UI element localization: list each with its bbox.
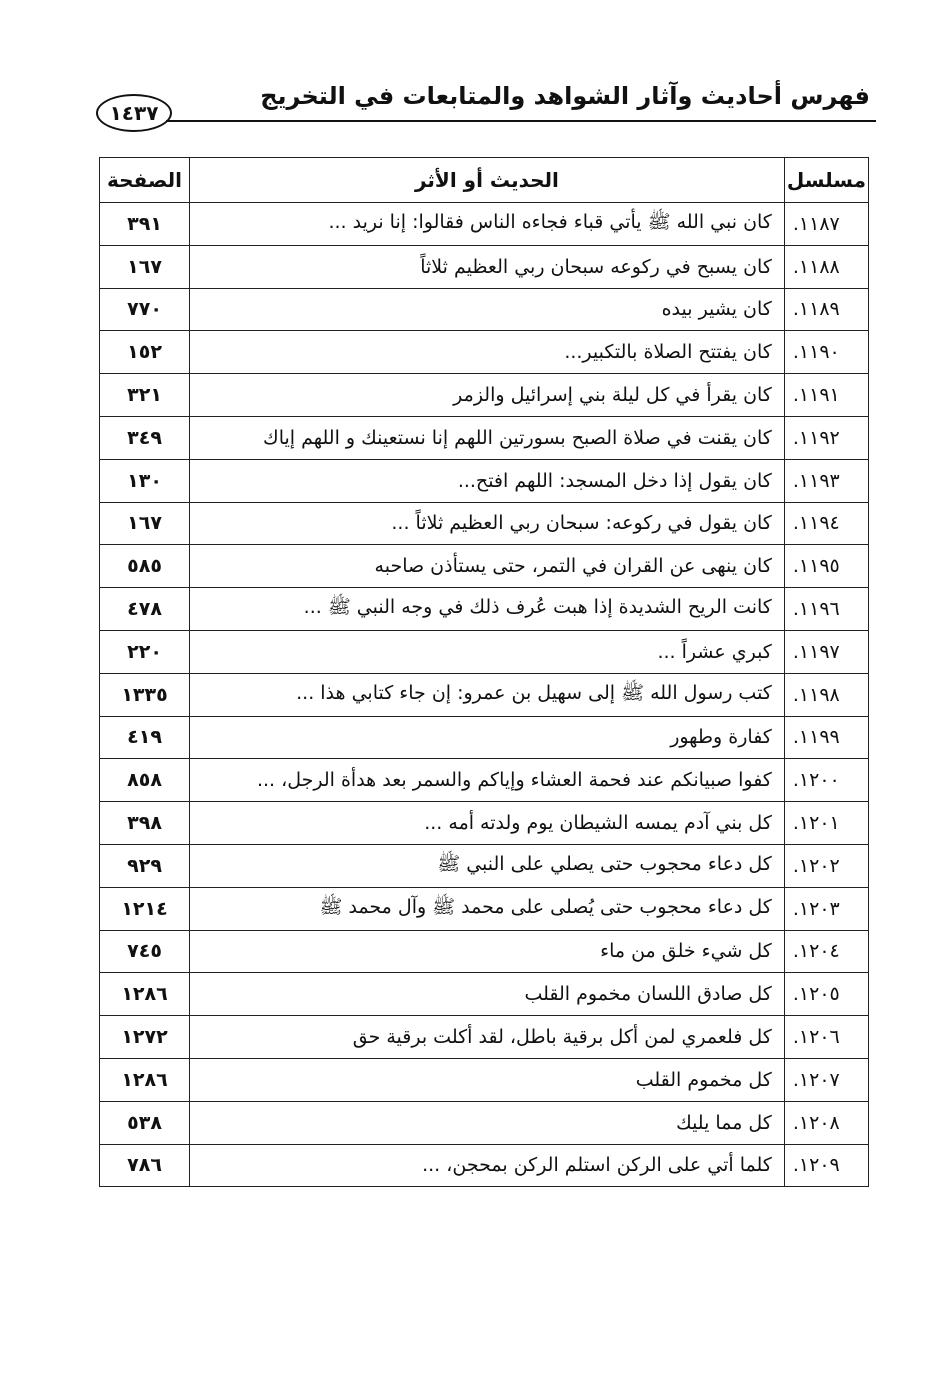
row-text: كل فلعمري لمن أكل برقية باطل، لقد أكلت برقية حق — [190, 1016, 785, 1059]
row-serial: ١١٩٩. — [784, 716, 868, 759]
table-row — [100, 673, 869, 716]
row-serial: ١٢٠١. — [784, 802, 868, 845]
row-text: كان يسبح في ركوعه سبحان ربي العظيم ثلاثاً — [190, 245, 785, 288]
table-row — [100, 502, 869, 545]
row-text: كبري عشراً ... — [190, 630, 785, 673]
row-page: ٣٤٩ — [100, 416, 190, 459]
header-title: فهرس أحاديث وآثار الشواهد والمتابعات في التخريج — [260, 82, 870, 110]
row-serial: ١١٩٢. — [784, 416, 868, 459]
row-text: كانت الريح الشديدة إذا هبت عُرف ذلك في وجه النبي ﷺ ... — [190, 588, 785, 631]
row-page: ٧٨٦ — [100, 1144, 190, 1187]
row-text: كان يقول في ركوعه: سبحان ربي العظيم ثلاثاً ... — [190, 502, 785, 545]
row-page: ١٢٧٢ — [100, 1016, 190, 1059]
row-serial: ١١٩٥. — [784, 545, 868, 588]
row-serial: ١٢٠٨. — [784, 1101, 868, 1144]
table-row — [100, 288, 869, 331]
row-text: كلما أتي على الركن استلم الركن بمحجن، ... — [190, 1144, 785, 1187]
table-row — [100, 203, 869, 246]
row-page: ٥٨٥ — [100, 545, 190, 588]
row-text: كل صادق اللسان مخموم القلب — [190, 973, 785, 1016]
row-text: كفوا صبيانكم عند فحمة العشاء وإياكم والسمر بعد هدأة الرجل، ... — [190, 759, 785, 802]
table-row — [100, 716, 869, 759]
row-serial: ١١٨٨. — [784, 245, 868, 288]
row-page: ٧٤٥ — [100, 930, 190, 973]
row-text: كان يفتتح الصلاة بالتكبير... — [190, 331, 785, 374]
index-table — [99, 157, 869, 1187]
row-text: كان يقول إذا دخل المسجد: اللهم افتح... — [190, 459, 785, 502]
row-serial: ١٢٠٧. — [784, 1058, 868, 1101]
row-page: ٤٧٨ — [100, 588, 190, 631]
row-text: كفارة وطهور — [190, 716, 785, 759]
table-body — [100, 203, 869, 1187]
row-page: ١٢٨٦ — [100, 1058, 190, 1101]
table-header-row — [100, 158, 869, 203]
row-serial: ١٢٠٣. — [784, 887, 868, 930]
row-text: كتب رسول الله ﷺ إلى سهيل بن عمرو: إن جاء كتابي هذا ... — [190, 673, 785, 716]
row-serial: ١١٩٣. — [784, 459, 868, 502]
table-row — [100, 887, 869, 930]
table-row — [100, 802, 869, 845]
row-page: ١٣٣٥ — [100, 673, 190, 716]
row-serial: ١١٩٠. — [784, 331, 868, 374]
table-row — [100, 1101, 869, 1144]
row-text: كل شيء خلق من ماء — [190, 930, 785, 973]
header-rule — [166, 120, 876, 122]
table-row — [100, 374, 869, 417]
page-header — [96, 80, 876, 130]
row-text: كل مخموم القلب — [190, 1058, 785, 1101]
column-header-text: الحديث أو الأثر — [190, 158, 785, 203]
table-row — [100, 759, 869, 802]
row-text: كان نبي الله ﷺ يأتي قباء فجاءه الناس فقالوا: إنا نريد ... — [190, 203, 785, 246]
row-text: كان يشير بيده — [190, 288, 785, 331]
page-number-oval — [96, 94, 172, 132]
row-text: كان يقرأ في كل ليلة بني إسرائيل والزمر — [190, 374, 785, 417]
table-row — [100, 1058, 869, 1101]
row-serial: ١٢٠٥. — [784, 973, 868, 1016]
row-page: ٩٢٩ — [100, 844, 190, 887]
row-serial: ١١٩٤. — [784, 502, 868, 545]
row-text: كل بني آدم يمسه الشيطان يوم ولدته أمه ... — [190, 802, 785, 845]
row-serial: ١١٩١. — [784, 374, 868, 417]
table-row — [100, 416, 869, 459]
row-page: ٤١٩ — [100, 716, 190, 759]
table-row — [100, 459, 869, 502]
row-text: كان يقنت في صلاة الصبح بسورتين اللهم إنا نستعينك و اللهم إياك — [190, 416, 785, 459]
table-row — [100, 930, 869, 973]
row-serial: ١١٨٩. — [784, 288, 868, 331]
row-page: ١٢٨٦ — [100, 973, 190, 1016]
row-text: كل مما يليك — [190, 1101, 785, 1144]
row-page: ٧٧٠ — [100, 288, 190, 331]
column-header-serial: مسلسل — [784, 158, 868, 203]
row-page: ٢٢٠ — [100, 630, 190, 673]
table-row — [100, 630, 869, 673]
row-serial: ١٢٠٠. — [784, 759, 868, 802]
table-row — [100, 1144, 869, 1187]
row-serial: ١١٨٧. — [784, 203, 868, 246]
row-serial: ١٢٠٤. — [784, 930, 868, 973]
table-row — [100, 331, 869, 374]
row-page: ٥٣٨ — [100, 1101, 190, 1144]
row-serial: ١١٩٨. — [784, 673, 868, 716]
row-serial: ١٢٠٦. — [784, 1016, 868, 1059]
row-text: كان ينهى عن القران في التمر، حتى يستأذن صاحبه — [190, 545, 785, 588]
table-row — [100, 973, 869, 1016]
row-page: ٣٢١ — [100, 374, 190, 417]
row-serial: ١٢٠٢. — [784, 844, 868, 887]
row-text: كل دعاء محجوب حتى يُصلى على محمد ﷺ وآل محمد ﷺ — [190, 887, 785, 930]
row-page: ١٣٠ — [100, 459, 190, 502]
row-serial: ١١٩٧. — [784, 630, 868, 673]
row-page: ٣٩١ — [100, 203, 190, 246]
row-page: ٣٩٨ — [100, 802, 190, 845]
row-serial: ١١٩٦. — [784, 588, 868, 631]
table-row — [100, 545, 869, 588]
row-page: ١٦٧ — [100, 245, 190, 288]
column-header-page: الصفحة — [100, 158, 190, 203]
table-row — [100, 245, 869, 288]
table-row — [100, 844, 869, 887]
row-page: ٨٥٨ — [100, 759, 190, 802]
row-page: ١٢١٤ — [100, 887, 190, 930]
row-serial: ١٢٠٩. — [784, 1144, 868, 1187]
row-page: ١٥٢ — [100, 331, 190, 374]
row-page: ١٦٧ — [100, 502, 190, 545]
table-row — [100, 588, 869, 631]
row-text: كل دعاء محجوب حتى يصلي على النبي ﷺ — [190, 844, 785, 887]
page-number: ١٤٣٧ — [109, 101, 159, 125]
table-row — [100, 1016, 869, 1059]
